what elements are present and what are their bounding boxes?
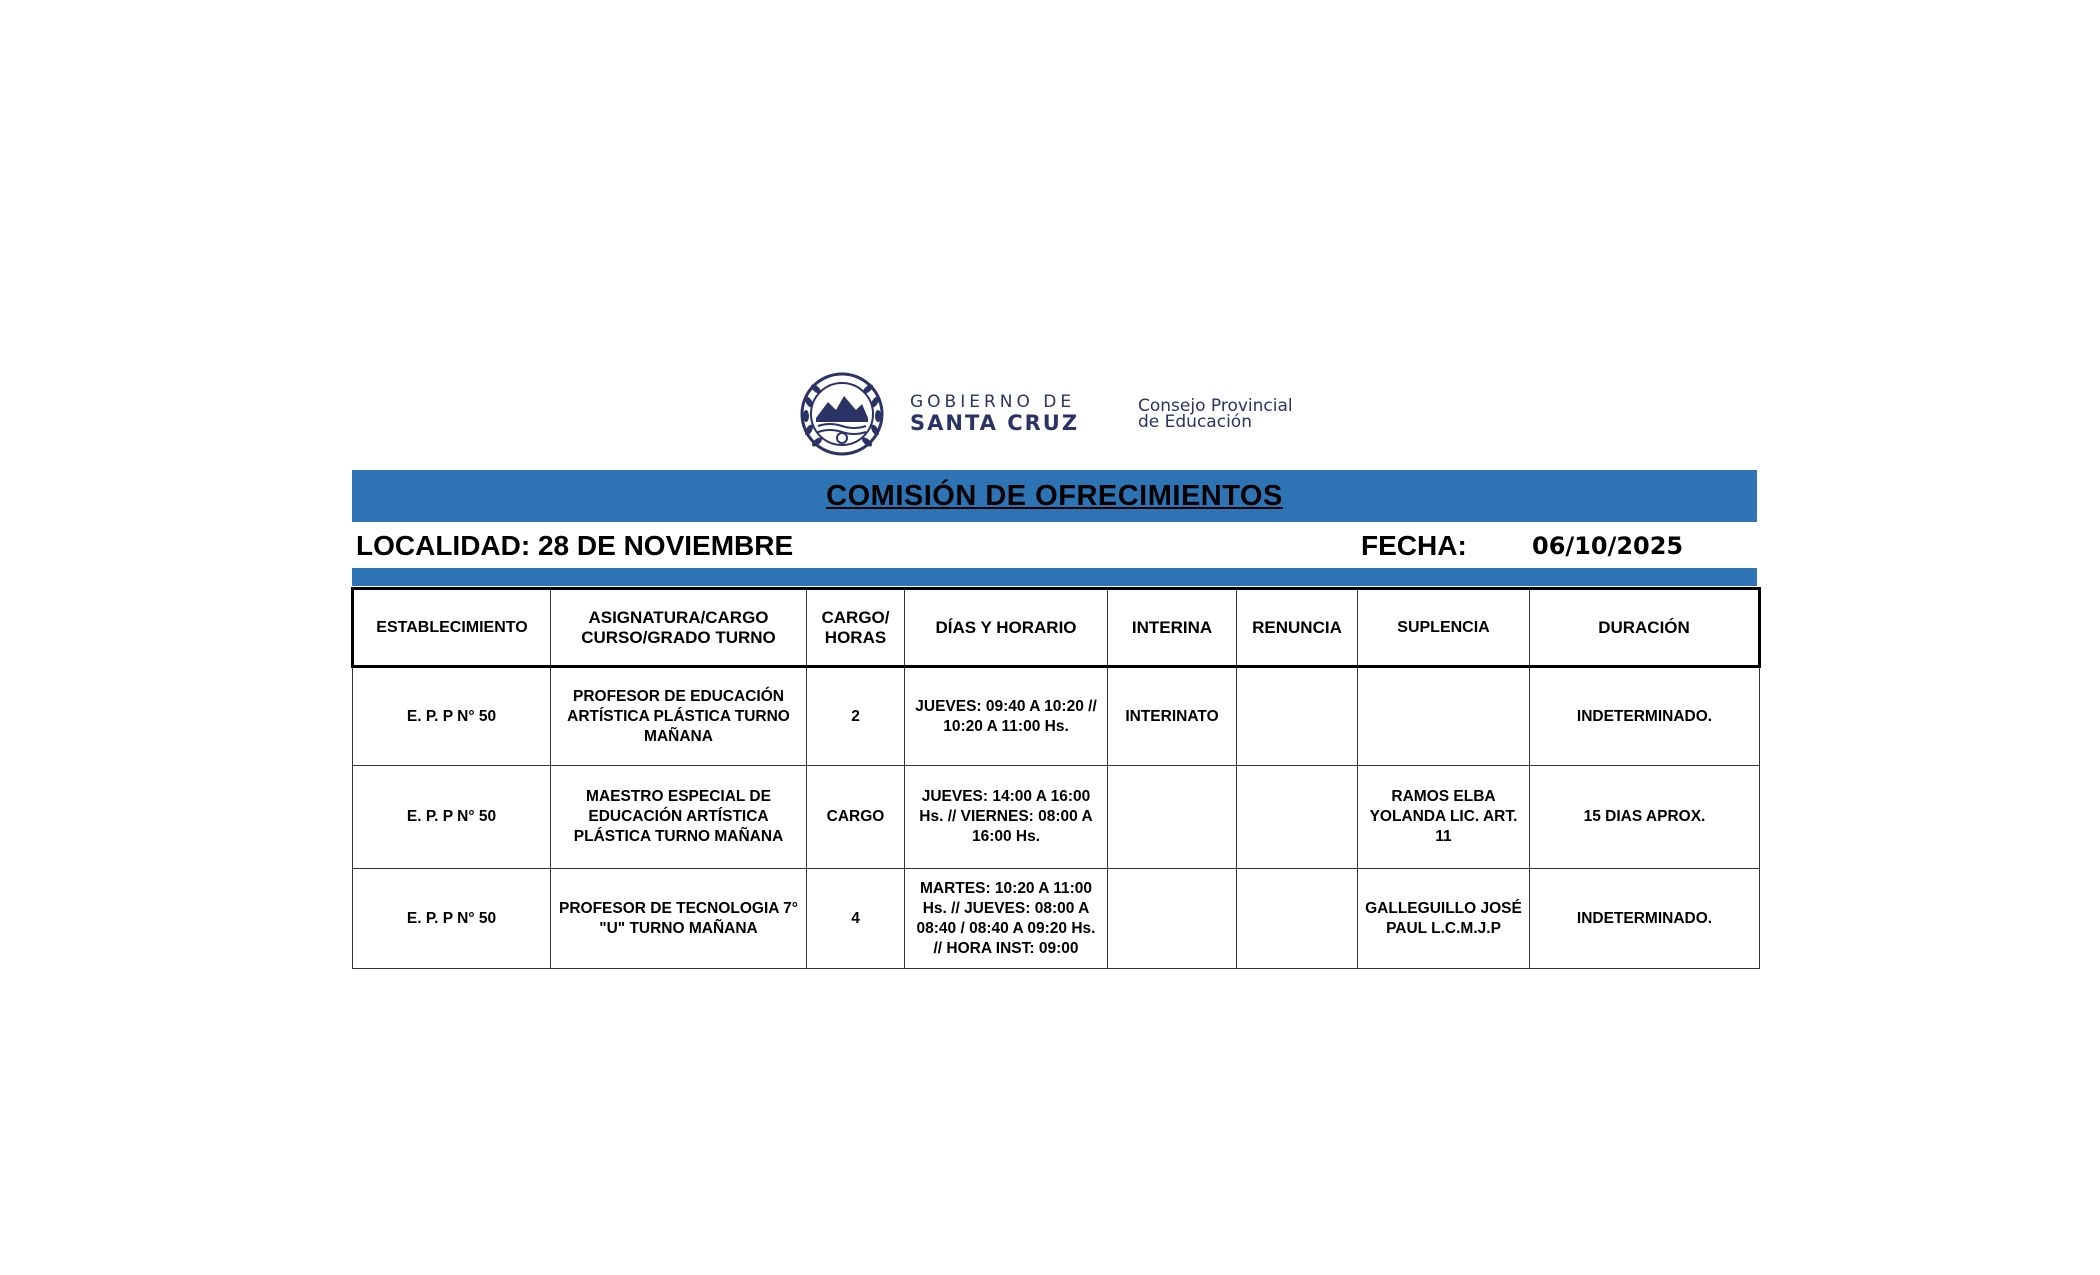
cell-establecimiento: E. P. P N° 50 xyxy=(353,766,551,869)
cell-suplencia xyxy=(1358,667,1530,766)
header-interina: INTERINA xyxy=(1108,589,1237,667)
cell-duracion: 15 DIAS APROX. xyxy=(1530,766,1760,869)
cell-duracion: INDETERMINADO. xyxy=(1530,667,1760,766)
page-title: COMISIÓN DE OFRECIMIENTOS xyxy=(826,479,1283,512)
cell-cargo: CARGO xyxy=(807,766,905,869)
cell-cargo: 4 xyxy=(807,869,905,969)
table-row xyxy=(353,667,1760,766)
header-logo xyxy=(800,372,1340,456)
table-row xyxy=(353,869,1760,969)
cell-establecimiento: E. P. P N° 50 xyxy=(353,667,551,766)
cell-renuncia xyxy=(1237,667,1358,766)
council-line-1: Consejo Provincial xyxy=(1138,396,1293,416)
header-asignatura xyxy=(551,589,807,667)
council-line-2: de Educación xyxy=(1138,412,1252,432)
header-establecimiento: ESTABLECIMIENTO xyxy=(353,589,551,667)
header-suplencia: SUPLENCIA xyxy=(1358,589,1530,667)
offers-table xyxy=(351,587,1761,969)
cell-asignatura: PROFESOR DE EDUCACIÓN ARTÍSTICA PLÁSTICA TURNO MAÑANA xyxy=(551,667,807,766)
government-wordmark xyxy=(910,394,1079,434)
government-line-1: GOBIERNO DE xyxy=(910,392,1076,412)
header-dias: DÍAS Y HORARIO xyxy=(905,589,1108,667)
info-row xyxy=(352,524,1757,566)
cell-cargo: 2 xyxy=(807,667,905,766)
cell-asignatura: MAESTRO ESPECIAL DE EDUCACIÓN ARTÍSTICA PLÁSTICA TURNO MAÑANA xyxy=(551,766,807,869)
table-header-row xyxy=(353,589,1760,667)
separator-bar xyxy=(352,568,1757,586)
fecha-value: 06/10/2025 xyxy=(1532,532,1684,560)
header-renuncia: RENUNCIA xyxy=(1237,589,1358,667)
cell-establecimiento: E. P. P N° 50 xyxy=(353,869,551,969)
header-asignatura-line-2: CURSO/GRADO TURNO xyxy=(581,627,776,647)
provincial-seal-icon xyxy=(800,372,884,456)
header-duracion: DURACIÓN xyxy=(1530,589,1760,667)
cell-renuncia xyxy=(1237,869,1358,969)
fecha-label: FECHA: xyxy=(1361,530,1467,561)
title-bar xyxy=(352,470,1757,522)
header-cargo-line-1: CARGO/ xyxy=(821,607,890,627)
header-cargo-line-2: HORAS xyxy=(824,627,887,647)
council-wordmark xyxy=(1138,398,1293,430)
cell-duracion: INDETERMINADO. xyxy=(1530,869,1760,969)
table-row xyxy=(353,766,1760,869)
header-asignatura-line-1: ASIGNATURA/CARGO xyxy=(588,607,769,627)
cell-dias: MARTES: 10:20 A 11:00 Hs. // JUEVES: 08:00 A 08:40 / 08:40 A 09:20 Hs. // HORA INST: 09:00 xyxy=(905,869,1108,969)
government-line-2: SANTA CRUZ xyxy=(910,411,1080,435)
cell-suplencia: GALLEGUILLO JOSÉ PAUL L.C.M.J.P xyxy=(1358,869,1530,969)
cell-suplencia: RAMOS ELBA YOLANDA LIC. ART. 11 xyxy=(1358,766,1530,869)
cell-dias: JUEVES: 14:00 A 16:00 Hs. // VIERNES: 08:00 A 16:00 Hs. xyxy=(905,766,1108,869)
cell-asignatura: PROFESOR DE TECNOLOGIA 7° "U" TURNO MAÑANA xyxy=(551,869,807,969)
localidad-label: LOCALIDAD: 28 DE NOVIEMBRE xyxy=(356,530,794,561)
cell-renuncia xyxy=(1237,766,1358,869)
header-cargo xyxy=(807,589,905,667)
cell-interina xyxy=(1108,766,1237,869)
cell-interina: INTERINATO xyxy=(1108,667,1237,766)
cell-dias: JUEVES: 09:40 A 10:20 // 10:20 A 11:00 Hs. xyxy=(905,667,1108,766)
cell-interina xyxy=(1108,869,1237,969)
